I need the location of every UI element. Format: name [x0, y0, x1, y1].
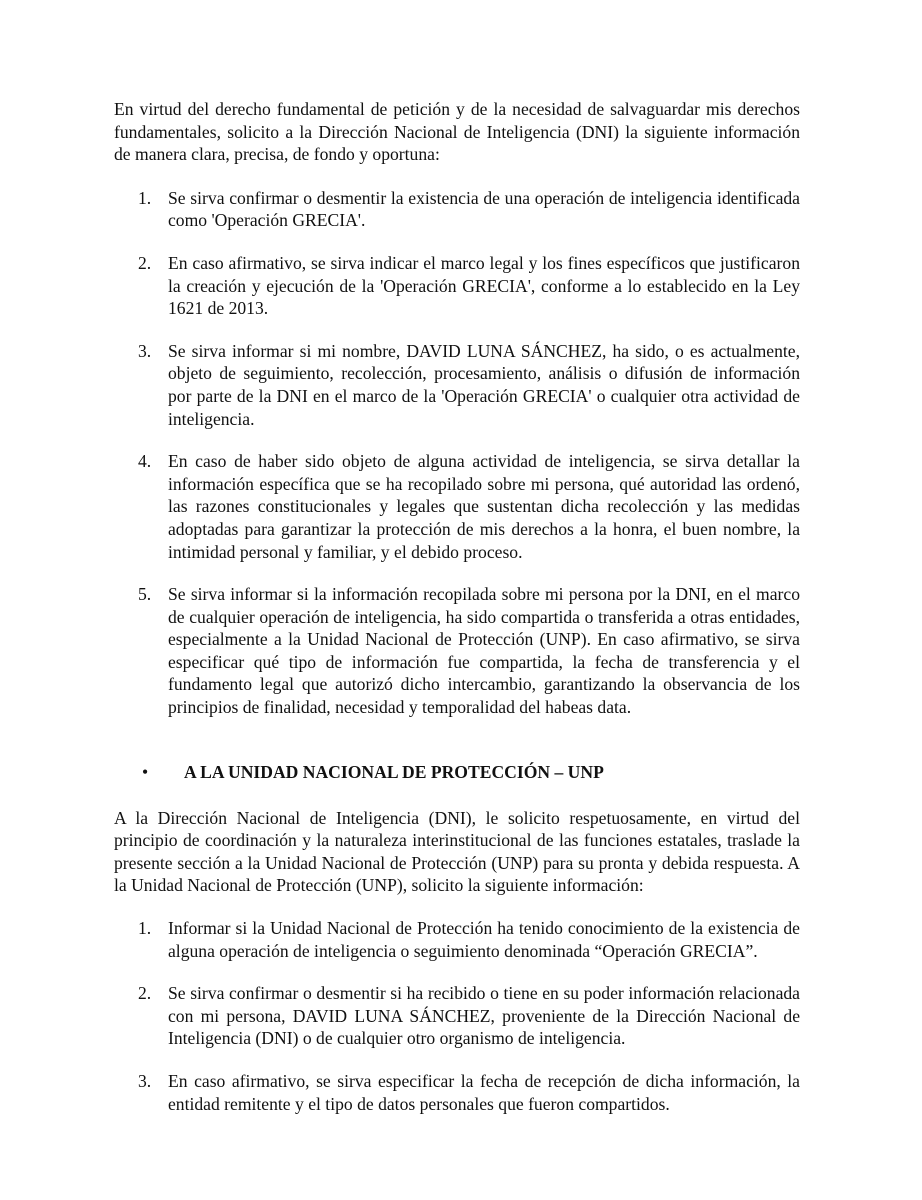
dni-request-list: [114, 187, 800, 719]
bullet-icon: •: [142, 761, 149, 782]
item-text: Se sirva informar si mi nombre, DAVID LUNA SÁNCHEZ, ha sido, o es actualmente, objeto de seguimiento, recolección, procesamiento, análisis o difusión de información por parte de la DNI en el marco de la 'Operación GRECIA' o cualquier otra actividad de inteligencia.: [168, 340, 800, 429]
list-item: [114, 1070, 800, 1115]
section-heading-text: A LA UNIDAD NACIONAL DE PROTECCIÓN – UNP: [184, 761, 604, 782]
unp-intro-paragraph: A la Dirección Nacional de Inteligencia (DNI), le solicito respetuosamente, en virtud del principio de coordinación y la naturaleza interinstitucional de las funciones estatales, traslade la presente sección a la Unidad Nacional de Protección (UNP) para su pronta y debida respuesta. A la Unidad Nacional de Protección (UNP), solicito la siguiente información:: [114, 807, 800, 896]
list-item: [114, 917, 800, 962]
item-text: Se sirva confirmar o desmentir la existencia de una operación de inteligencia identificada como 'Operación GRECIA'.: [168, 187, 800, 231]
item-text: Se sirva informar si la información recopilada sobre mi persona por la DNI, en el marco de cualquier operación de inteligencia, ha sido compartida o transferida a otras entidades, especialmente a la Unidad Nacional de Protección (UNP). En caso afirmativo, se sirva especificar qué tipo de información fue compartida, la fecha de transferencia y el fundamento legal que autorizó dicho intercambio, garantizando la observancia de los principios de finalidad, necesidad y temporalidad del habeas data.: [168, 584, 800, 718]
item-number: 1.: [138, 187, 152, 208]
unp-request-list: [114, 917, 800, 1115]
list-item: [114, 583, 800, 719]
list-item: [114, 340, 800, 430]
item-text: En caso de haber sido objeto de alguna actividad de inteligencia, se sirva detallar la información específica que se ha recopilado sobre mi persona, qué autoridad las ordenó, las razones constitucionales y legales que sustentan dicha recolección y las medidas adoptadas para garantizar la protección de mis derechos a la honra, el buen nombre, la intimidad personal y familiar, y el debido proceso.: [168, 451, 800, 562]
item-number: 3.: [138, 340, 152, 361]
document-page: [114, 98, 800, 1135]
item-number: 2.: [138, 252, 152, 273]
item-text: En caso afirmativo, se sirva especificar la fecha de recepción de dicha información, la entidad remitente y el tipo de datos personales que fueron compartidos.: [168, 1071, 800, 1114]
section-heading: [114, 761, 800, 785]
list-item: [114, 252, 800, 320]
list-item: [114, 187, 800, 232]
item-text: En caso afirmativo, se sirva indicar el marco legal y los fines específicos que justificaron la creación y ejecución de la 'Operación GRECIA', conforme a lo establecido en la Ley 1621 de 2013.: [168, 252, 800, 319]
list-item: [114, 982, 800, 1050]
item-number: 2.: [138, 983, 152, 1004]
list-item: [114, 450, 800, 563]
intro-paragraph: En virtud del derecho fundamental de petición y de la necesidad de salvaguardar mis derechos fundamentales, solicito a la Dirección Nacional de Inteligencia (DNI) la siguiente información de manera clara, precisa, de fondo y oportuna:: [114, 99, 800, 165]
item-text: Informar si la Unidad Nacional de Protección ha tenido conocimiento de la existencia de alguna operación de inteligencia o seguimiento denominada “Operación GRECIA”.: [168, 918, 800, 961]
item-number: 1.: [138, 918, 152, 939]
item-text: Se sirva confirmar o desmentir si ha recibido o tiene en su poder información relacionada con mi persona, DAVID LUNA SÁNCHEZ, proveniente de la Dirección Nacional de Inteligencia (DNI) o de cualquier otro organismo de inteligencia.: [168, 983, 800, 1049]
item-number: 5.: [138, 584, 152, 605]
item-number: 4.: [138, 451, 152, 472]
item-number: 3.: [138, 1071, 152, 1091]
